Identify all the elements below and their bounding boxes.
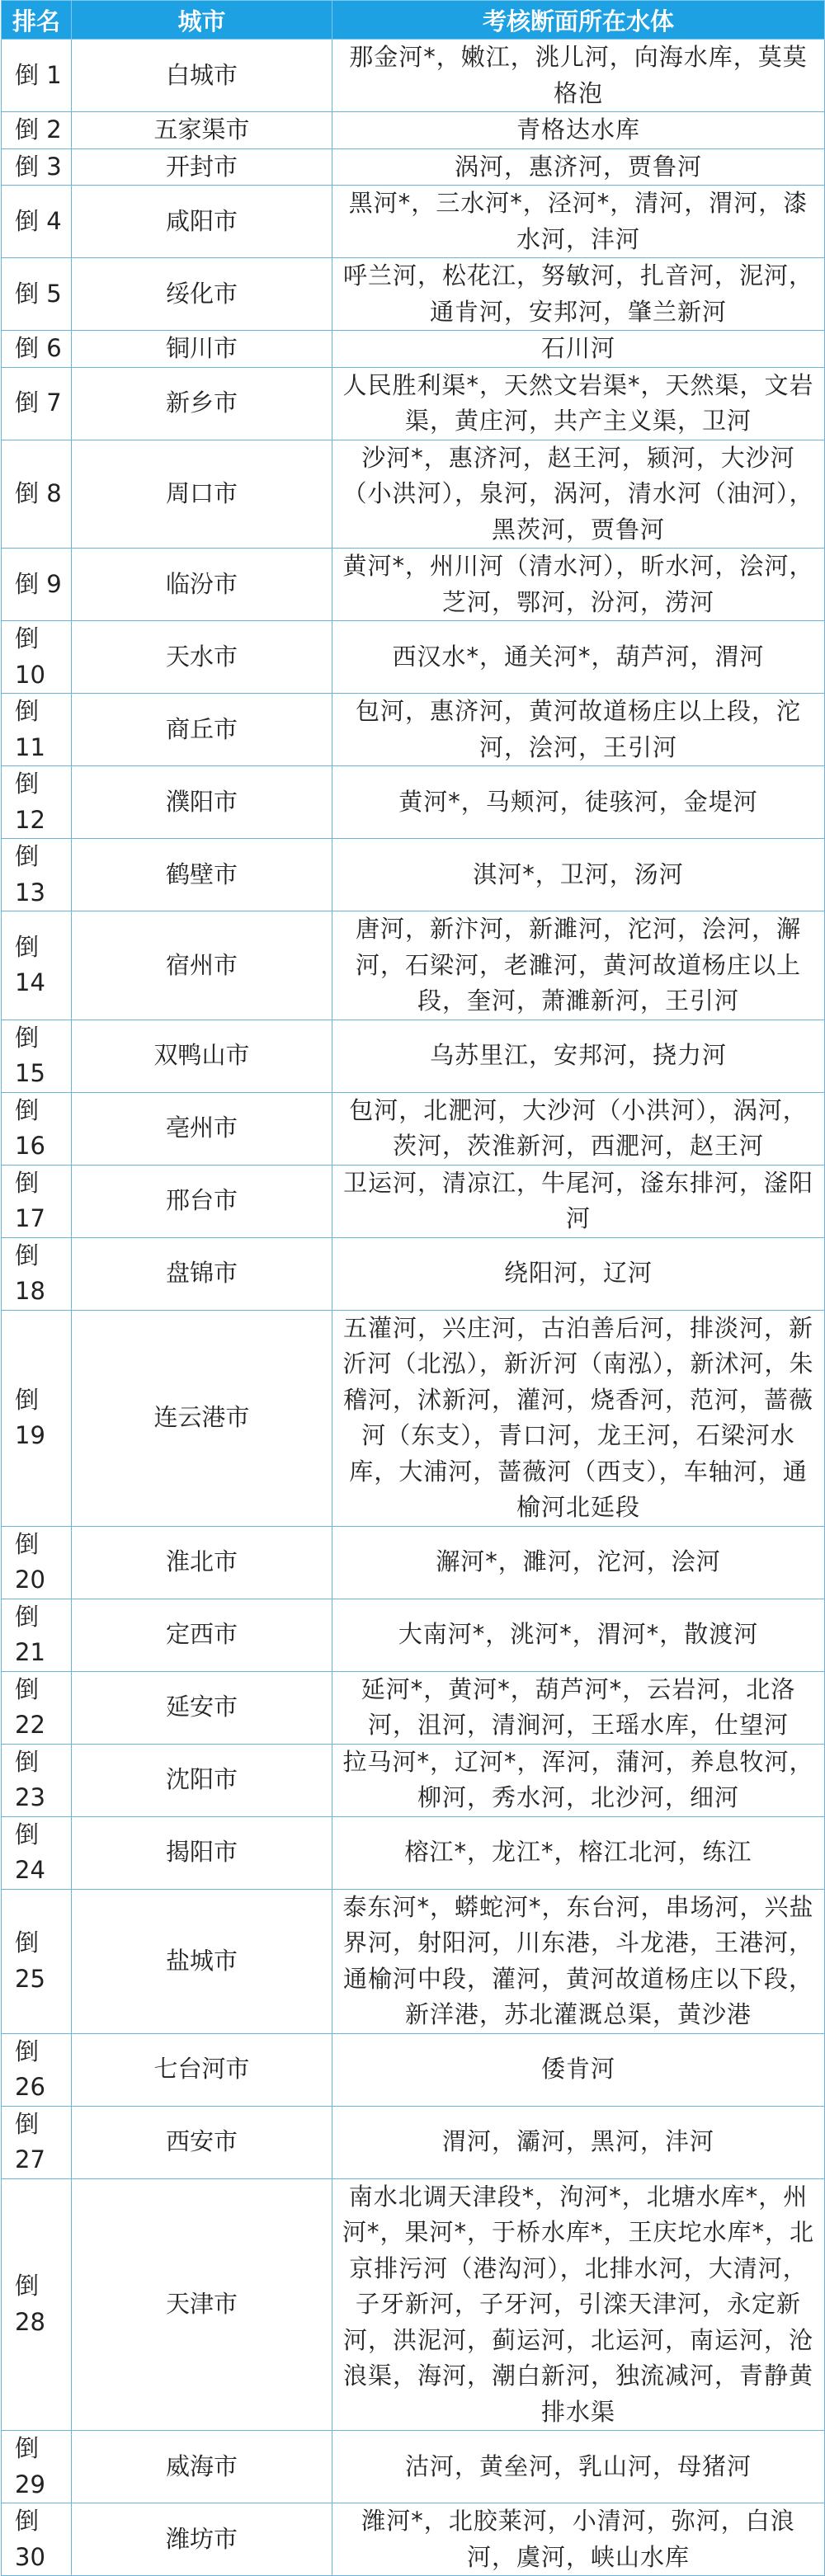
table-row (2, 148, 825, 186)
table-row (2, 1599, 825, 1671)
rank-cell: 倒 22 (2, 1671, 72, 1744)
table-row (2, 1889, 825, 2033)
water-body-cell: 倭肯河 (332, 2033, 825, 2106)
table-row (2, 1020, 825, 1092)
water-body-cell: 潍河*，北胶莱河，小清河，弥河，白浪河，虞河，峡山水库 (332, 2503, 825, 2576)
rank-cell: 倒 27 (2, 2106, 72, 2178)
water-body-cell: 渭河，灞河，黑河，沣河 (332, 2106, 825, 2178)
table-row (2, 549, 825, 621)
table-row (2, 839, 825, 911)
city-cell: 潍坊市 (72, 2503, 332, 2576)
table-row (2, 440, 825, 549)
city-cell: 濮阳市 (72, 766, 332, 839)
water-body-cell: 石川河 (332, 331, 825, 368)
rank-cell: 倒 24 (2, 1816, 72, 1889)
table-row (2, 1310, 825, 1526)
city-cell: 商丘市 (72, 694, 332, 766)
city-cell: 咸阳市 (72, 186, 332, 258)
rank-cell: 倒 4 (2, 186, 72, 258)
city-cell: 定西市 (72, 1599, 332, 1671)
water-body-cell: 沽河，黄垒河，乳山河，母猪河 (332, 2431, 825, 2503)
table-row (2, 1744, 825, 1816)
table-row (2, 1237, 825, 1310)
rank-cell: 倒 20 (2, 1526, 72, 1599)
city-cell: 连云港市 (72, 1310, 332, 1526)
rank-cell: 倒 19 (2, 1310, 72, 1526)
water-body-cell: 青格达水库 (332, 112, 825, 149)
city-cell: 铜川市 (72, 331, 332, 368)
header-water-body: 考核断面所在水体 (332, 1, 825, 40)
table-row (2, 766, 825, 839)
rank-cell: 倒 9 (2, 549, 72, 621)
rank-cell: 倒 2 (2, 112, 72, 149)
water-body-cell: 包河，北淝河，大沙河（小洪河），涡河，茨河，茨淮新河，西淝河，赵王河 (332, 1092, 825, 1165)
city-cell: 天水市 (72, 621, 332, 694)
water-body-cell: 黄河*，州川河（清水河），昕水河，浍河，芝河，鄂河，汾河，涝河 (332, 549, 825, 621)
rank-cell: 倒 29 (2, 2431, 72, 2503)
water-body-cell: 大南河*，洮河*，渭河*，散渡河 (332, 1599, 825, 1671)
water-body-cell: 淇河*，卫河，汤河 (332, 839, 825, 911)
city-cell: 揭阳市 (72, 1816, 332, 1889)
table-row (2, 621, 825, 694)
water-body-cell: 澥河*，濉河，沱河，浍河 (332, 1526, 825, 1599)
rank-cell: 倒 7 (2, 367, 72, 440)
water-body-cell: 唐河，新汴河，新濉河，沱河，浍河，澥河，石梁河，老濉河，黄河故道杨庄以上段，奎河，萧濉新河，王引河 (332, 911, 825, 1020)
rank-cell: 倒 16 (2, 1092, 72, 1165)
table-row (2, 2178, 825, 2431)
city-cell: 新乡市 (72, 367, 332, 440)
city-cell: 临汾市 (72, 549, 332, 621)
water-body-cell: 西汉水*，通关河*，葫芦河，渭河 (332, 621, 825, 694)
rank-cell: 倒 23 (2, 1744, 72, 1816)
table-row (2, 258, 825, 331)
city-cell: 亳州市 (72, 1092, 332, 1165)
rank-cell: 倒 30 (2, 2503, 72, 2576)
city-cell: 沈阳市 (72, 1744, 332, 1816)
city-cell: 盘锦市 (72, 1237, 332, 1310)
table-row (2, 911, 825, 1020)
rank-cell: 倒 3 (2, 148, 72, 186)
water-body-cell: 那金河*，嫩江，洮儿河，向海水库，莫莫格泡 (332, 40, 825, 112)
city-cell: 西安市 (72, 2106, 332, 2178)
water-body-cell: 沙河*，惠济河，赵王河，颍河，大沙河（小洪河），泉河，涡河，清水河（油河），黑茨河，贾鲁河 (332, 440, 825, 549)
city-cell: 双鸭山市 (72, 1020, 332, 1092)
city-cell: 威海市 (72, 2431, 332, 2503)
table-row (2, 367, 825, 440)
city-cell: 开封市 (72, 148, 332, 186)
water-body-cell: 黄河*，马颊河，徒骇河，金堤河 (332, 766, 825, 839)
header-city: 城市 (72, 1, 332, 40)
rank-cell: 倒 6 (2, 331, 72, 368)
city-cell: 延安市 (72, 1671, 332, 1744)
table-row (2, 40, 825, 112)
water-body-cell: 南水北调天津段*，泃河*，北塘水库*，州河*，果河*，于桥水库*，王庆坨水库*，北京排污河（港沟河），北排水河，大清河，子牙新河，子牙河，引滦天津河，永定新河，洪泥河，蓟运河，北运河，南运河，沧浪渠，海河，潮白新河，独流减河，青静黄排水渠 (332, 2178, 825, 2431)
rank-cell: 倒 13 (2, 839, 72, 911)
city-cell: 鹤壁市 (72, 839, 332, 911)
water-body-cell: 人民胜利渠*，天然文岩渠*，天然渠，文岩渠，黄庄河，共产主义渠，卫河 (332, 367, 825, 440)
city-cell: 淮北市 (72, 1526, 332, 1599)
water-body-cell: 拉马河*，辽河*，浑河，蒲河，养息牧河，柳河，秀水河，北沙河，细河 (332, 1744, 825, 1816)
table-row (2, 2033, 825, 2106)
water-quality-ranking-table (1, 0, 825, 2576)
rank-cell: 倒 17 (2, 1165, 72, 1237)
table-row (2, 1092, 825, 1165)
water-body-cell: 榕江*，龙江*，榕江北河，练江 (332, 1816, 825, 1889)
water-body-cell: 涡河，惠济河，贾鲁河 (332, 148, 825, 186)
city-cell: 宿州市 (72, 911, 332, 1020)
city-cell: 白城市 (72, 40, 332, 112)
table-row (2, 694, 825, 766)
table-row (2, 1816, 825, 1889)
rank-cell: 倒 8 (2, 440, 72, 549)
rank-cell: 倒 25 (2, 1889, 72, 2033)
city-cell: 邢台市 (72, 1165, 332, 1237)
table-row (2, 1526, 825, 1599)
water-body-cell: 卫运河，清凉江，牛尾河，滏东排河，滏阳河 (332, 1165, 825, 1237)
rank-cell: 倒 28 (2, 2178, 72, 2431)
rank-cell: 倒 12 (2, 766, 72, 839)
water-body-cell: 包河，惠济河，黄河故道杨庄以上段，沱河，浍河，王引河 (332, 694, 825, 766)
city-cell: 七台河市 (72, 2033, 332, 2106)
rank-cell: 倒 11 (2, 694, 72, 766)
water-body-cell: 延河*，黄河*，葫芦河*，云岩河，北洛河，沮河，清涧河，王瑶水库，仕望河 (332, 1671, 825, 1744)
rank-cell: 倒 21 (2, 1599, 72, 1671)
rank-cell: 倒 18 (2, 1237, 72, 1310)
city-cell: 盐城市 (72, 1889, 332, 2033)
table-header-row (2, 1, 825, 40)
water-body-cell: 黑河*，三水河*，泾河*，清河，渭河，漆水河，沣河 (332, 186, 825, 258)
table-row (2, 2503, 825, 2576)
rank-cell: 倒 5 (2, 258, 72, 331)
header-rank: 排名 (2, 1, 72, 40)
rank-cell: 倒 1 (2, 40, 72, 112)
water-body-cell: 绕阳河，辽河 (332, 1237, 825, 1310)
rank-cell: 倒 10 (2, 621, 72, 694)
city-cell: 周口市 (72, 440, 332, 549)
table-row (2, 331, 825, 368)
table-row (2, 112, 825, 149)
table-row (2, 1671, 825, 1744)
water-body-cell: 五灌河，兴庄河，古泊善后河，排淡河，新沂河（北泓），新沂河（南泓），新沭河，朱稽河，沭新河，灌河，烧香河，范河，蔷薇河（东支），青口河，龙王河，石梁河水库，大浦河，蔷薇河（西支），车轴河，通榆河北延段 (332, 1310, 825, 1526)
city-cell: 天津市 (72, 2178, 332, 2431)
rank-cell: 倒 15 (2, 1020, 72, 1092)
rank-cell: 倒 26 (2, 2033, 72, 2106)
table-row (2, 186, 825, 258)
rank-cell: 倒 14 (2, 911, 72, 1020)
city-cell: 五家渠市 (72, 112, 332, 149)
table-row (2, 1165, 825, 1237)
table-row (2, 2106, 825, 2178)
table-row (2, 2431, 825, 2503)
city-cell: 绥化市 (72, 258, 332, 331)
water-body-cell: 乌苏里江，安邦河，挠力河 (332, 1020, 825, 1092)
water-body-cell: 呼兰河，松花江，努敏河，扎音河，泥河，通肯河，安邦河，肇兰新河 (332, 258, 825, 331)
water-body-cell: 泰东河*，蟒蛇河*，东台河，串场河，兴盐界河，射阳河，川东港，斗龙港，王港河，通榆河中段，灌河，黄河故道杨庄以下段，新洋港，苏北灌溉总渠，黄沙港 (332, 1889, 825, 2033)
